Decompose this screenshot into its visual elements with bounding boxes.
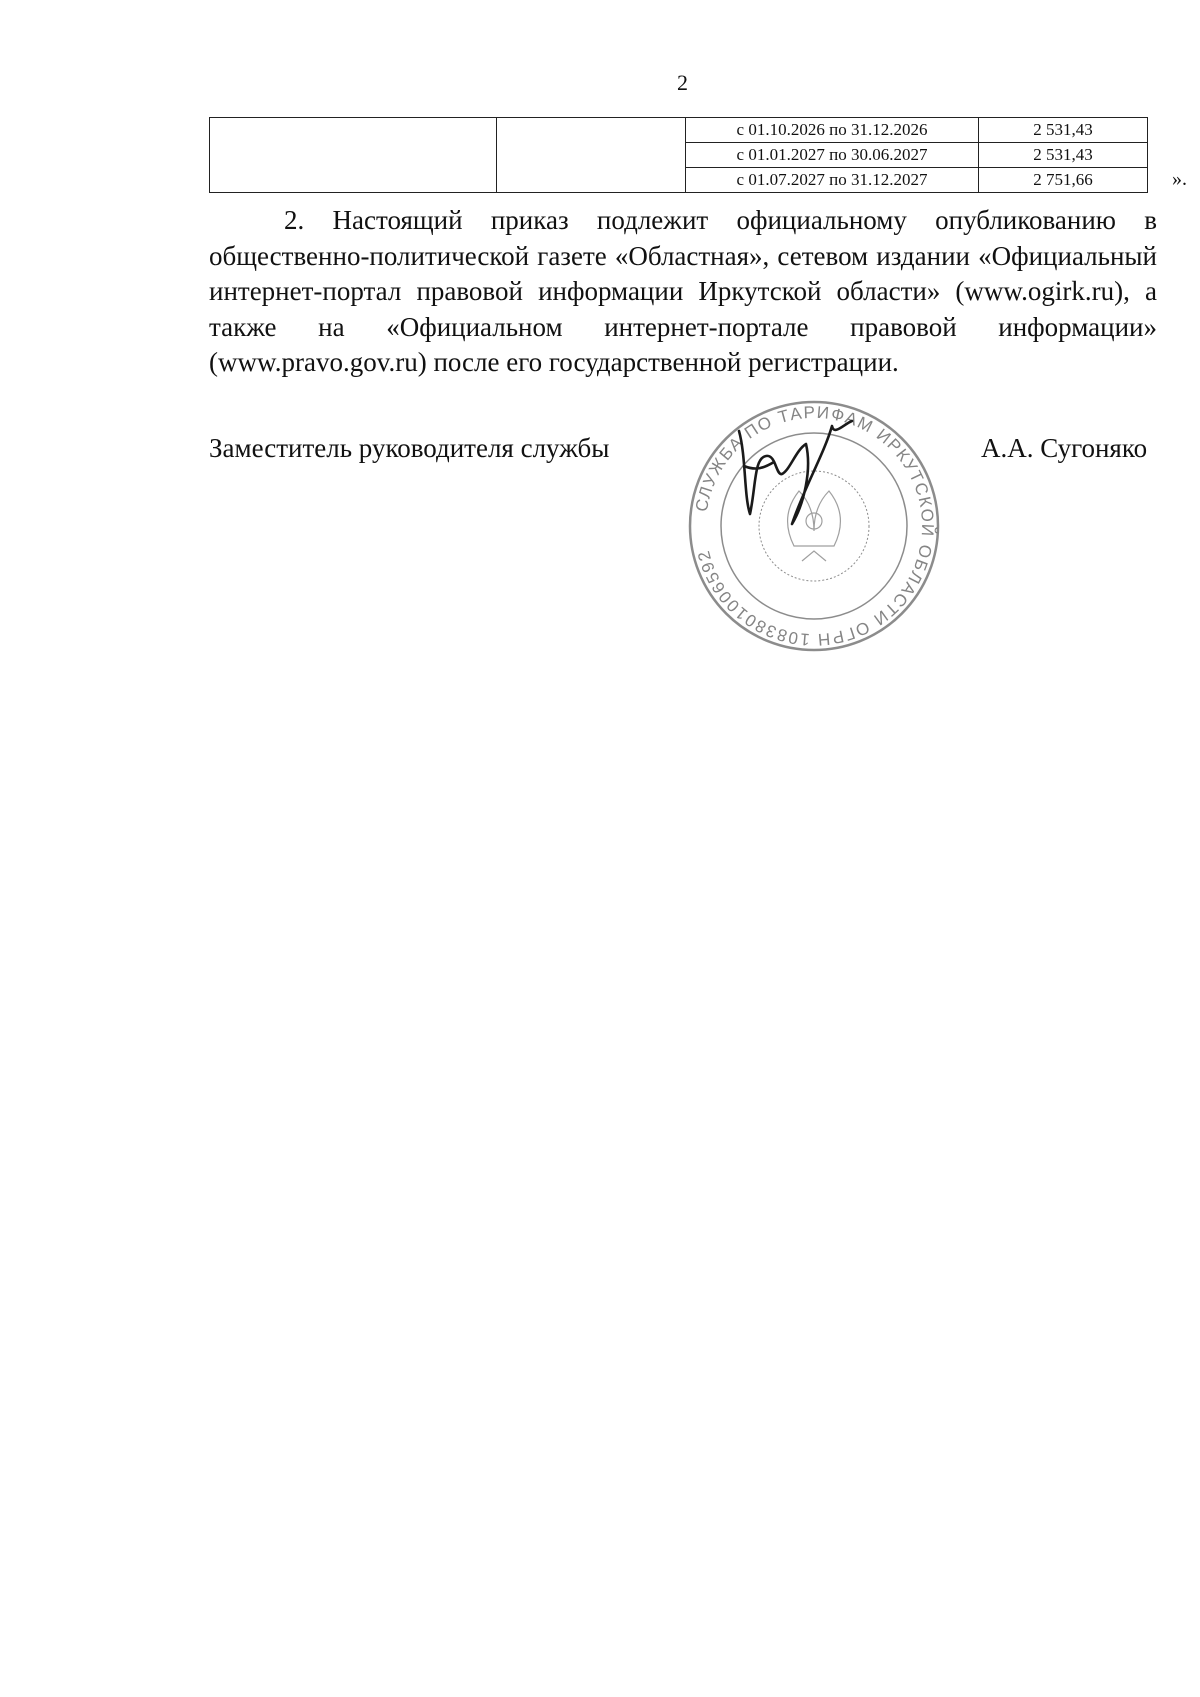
signatory-position: Заместитель руководителя службы xyxy=(209,433,610,463)
table-cell-value: 2 531,43 xyxy=(979,143,1148,168)
table-cell-period: с 01.07.2027 по 31.12.2027 xyxy=(686,168,979,193)
table-cell-period: с 01.10.2026 по 31.12.2026 xyxy=(686,118,979,143)
table-cell-empty xyxy=(210,118,497,193)
page-number: 2 xyxy=(677,70,688,95)
table-row xyxy=(210,118,1148,143)
closing-quote: ». xyxy=(1172,168,1187,190)
signatory-name: А.А. Сугоняко xyxy=(981,433,1148,463)
seal-emblem xyxy=(788,491,841,561)
official-seal xyxy=(684,396,944,656)
tariff-table xyxy=(209,117,1148,193)
seal-text: СЛУЖБА ПО ТАРИФАМ ИРКУТСКОЙ ОБЛАСТИ ОГРН 1083801006592 xyxy=(691,402,938,650)
table-cell-value: 2 531,43 xyxy=(979,118,1148,143)
table-cell-value: 2 751,66 xyxy=(979,168,1148,193)
table-cell-period: с 01.01.2027 по 30.06.2027 xyxy=(686,143,979,168)
publication-paragraph: 2. Настоящий приказ подлежит официальному опубликованию в общественно-политической газете «Областная», сетевом издании «Официальный интернет-портал правовой информации Иркутской области» (www.ogirk.ru), а также на «Официальном интернет-портале правовой информации» (www.pravo.gov.ru) после его государственной регистрации. xyxy=(209,205,1157,377)
table-cell-empty xyxy=(497,118,686,193)
